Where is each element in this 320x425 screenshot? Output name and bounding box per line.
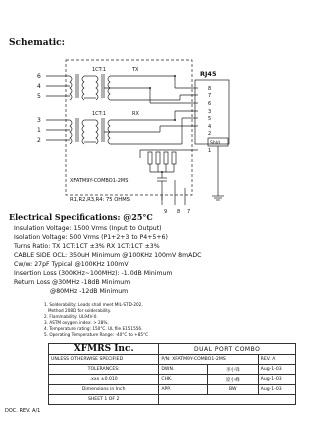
notes-list	[44, 302, 148, 338]
title-block	[48, 343, 296, 405]
part-number-label: XFATM9Y-COMBO1-2MS	[70, 178, 129, 184]
spec-line: Insertion Loss (300KHz~100MHz): -1.0dB Minimum	[14, 270, 173, 277]
rx-ratio-label: 1CT:1	[92, 111, 107, 117]
spec-line: Cw/w: 27pF Typical @100KHz 100mV	[14, 261, 129, 268]
resistor-note: R1,R2,R3,R4: 75 OHMS	[70, 197, 130, 203]
rj45-pin-label: 5	[208, 116, 212, 122]
sheet-label: SHEET 1 OF 2	[49, 395, 159, 405]
bottom-pin-label: 7	[187, 209, 191, 215]
spec-line: Insulation Voltage: 1500 Vrms (Input to Output)	[14, 225, 162, 232]
pin-label-left: 5	[37, 93, 41, 100]
pn-label: P/N: XFATM9Y-COMBO1-2MS	[159, 355, 258, 365]
rj45-label: RJ45	[200, 70, 217, 78]
rj45-pin-label: 6	[208, 101, 212, 107]
company-name: XFMRS Inc.	[49, 344, 159, 355]
electrical-title: Electrical Specifications: @25°C	[9, 212, 153, 222]
app-signature: BW	[207, 385, 258, 395]
app-label: APP.	[159, 385, 208, 395]
bottom-pin-label: 9	[164, 209, 168, 215]
rj45-pin-label: 8	[208, 86, 212, 92]
pin-label-left: 2	[37, 137, 41, 144]
rev-label: REV. A	[258, 355, 295, 365]
dwn-signature: 李小锋	[207, 365, 258, 375]
note-line: 5. Operating Temperature Range: -40°C to +85°C	[44, 332, 149, 337]
note-line: 1. Solderability: Leads shall meet MIL-STD-202,	[44, 302, 143, 307]
note-line: 4. Temperature rating: 150°C. UL file E151556.	[44, 326, 143, 331]
rj45-pin-label: 3	[208, 109, 212, 115]
pin-label-left: 4	[37, 83, 41, 90]
rx-label: RX	[132, 111, 139, 117]
dwn-date: Aug-1-03	[258, 365, 295, 375]
dimensions-label: Dimensions in Inch	[49, 385, 159, 395]
app-date: Aug-1-03	[258, 385, 295, 395]
rj45-pin-label: 2	[208, 131, 212, 137]
document-title: DUAL PORT COMBO	[159, 344, 296, 355]
rj45-pin-label: 7	[208, 93, 212, 99]
tolerance-value: .xxx ±0.010	[49, 375, 159, 385]
spec-line: CABLE SIDE OCL: 350uH Minimum @100KHz 100mV 8mADC	[14, 252, 202, 259]
note-line: 2. Flammability: UL94V-0.	[44, 314, 98, 319]
doc-revision: DOC. REV. A/1	[5, 408, 41, 414]
pin-label-left: 3	[37, 117, 41, 124]
pin-label-left: 1	[37, 127, 41, 134]
rj45-pin-label: 1	[208, 148, 212, 154]
chk-date: Aug-1-03	[258, 375, 295, 385]
pin-label-left: 6	[37, 73, 41, 80]
note-line: 3. ASTM oxygen index: > 28%.	[44, 320, 109, 325]
spec-line: Isolation Voltage: 500 Vrms (P1+2+3 to P4+5+6)	[14, 234, 168, 241]
spec-line: Return Loss @30MHz -18dB Minimum	[14, 279, 131, 286]
shield-label: Shld	[210, 141, 220, 146]
tx-label: TX	[132, 67, 139, 73]
chk-signature: 庞小峰	[207, 375, 258, 385]
bottom-pin-label: 8	[177, 209, 181, 215]
rj45-block	[195, 80, 229, 144]
schematic-title: Schematic:	[9, 38, 65, 48]
dwn-label: DWN.	[159, 365, 208, 375]
chk-label: CHK.	[159, 375, 208, 385]
spec-line: @80MHz -12dB Minimum	[50, 288, 129, 295]
tx-ratio-label: 1CT:1	[92, 67, 107, 73]
rj45-pin-label: 4	[208, 124, 212, 130]
tolerances-label: TOLERANCES:	[49, 365, 159, 375]
unless-label: UNLESS OTHERWISE SPECIFIED	[49, 355, 159, 365]
module-boundary	[66, 60, 192, 195]
note-line: Method 208D for solderability.	[48, 308, 112, 313]
spec-line: Turns Ratio: TX 1CT:1CT ±3% RX 1CT:1CT ±3%	[14, 243, 160, 250]
spec-list	[14, 224, 201, 296]
